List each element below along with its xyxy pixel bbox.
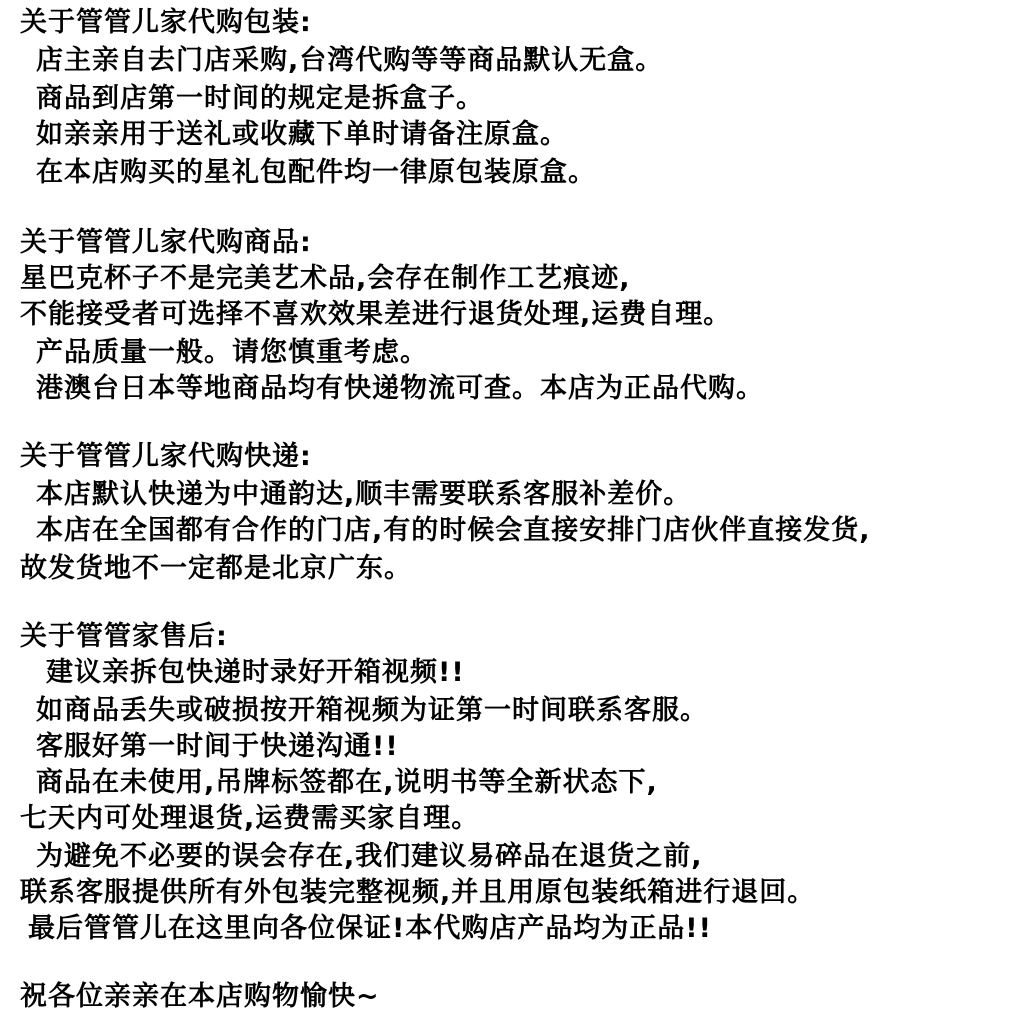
text-line: 如商品丢失或破损按开箱视频为证第一时间联系客服。	[36, 695, 708, 726]
text-line: 不能接受者可选择不喜欢效果差进行退货处理,运费自理。	[20, 299, 732, 330]
text-line: 本店默认快递为中通韵达,顺丰需要联系客服补差价。	[36, 479, 692, 510]
text-line: 最后管管儿在这里向各位保证!本代购店产品均为正品!!	[28, 913, 712, 944]
text-line: 在本店购买的星礼包配件均一律原包装原盒。	[36, 157, 596, 188]
text-line: 产品质量一般。请您慎重考虑。	[36, 337, 428, 368]
text-line: 店主亲自去门店采购,台湾代购等等商品默认无盒。	[36, 45, 664, 76]
text-line: 故发货地不一定都是北京广东。	[20, 553, 412, 584]
section-heading-products: 关于管管儿家代购商品:	[20, 227, 312, 258]
section-heading-after-sales: 关于管管家售后:	[20, 621, 228, 652]
text-line: 港澳台日本等地商品均有快递物流可查。本店为正品代购。	[36, 373, 764, 404]
section-heading-shipping: 关于管管儿家代购快递:	[20, 441, 312, 472]
text-line: 为避免不必要的误会存在,我们建议易碎品在退货之前,	[36, 841, 703, 872]
closing-line: 祝各位亲亲在本店购物愉快~	[20, 981, 380, 1012]
text-line: 本店在全国都有合作的门店,有的时候会直接安排门店伙伴直接发货,	[36, 515, 871, 546]
text-line: 联系客服提供所有外包装完整视频,并且用原包装纸箱进行退回。	[20, 877, 816, 908]
text-line: 建议亲拆包快递时录好开箱视频!!	[46, 657, 465, 688]
text-line: 客服好第一时间于快递沟通!!	[36, 731, 399, 762]
text-line: 商品到店第一时间的规定是拆盒子。	[36, 83, 484, 114]
text-line: 七天内可处理退货,运费需买家自理。	[20, 803, 480, 834]
text-line: 星巴克杯子不是完美艺术品,会存在制作工艺痕迹,	[20, 263, 631, 294]
section-heading-packaging: 关于管管儿家代购包装:	[20, 7, 312, 38]
text-line: 如亲亲用于送礼或收藏下单时请备注原盒。	[36, 119, 568, 150]
text-line: 商品在未使用,吊牌标签都在,说明书等全新状态下,	[36, 767, 658, 798]
